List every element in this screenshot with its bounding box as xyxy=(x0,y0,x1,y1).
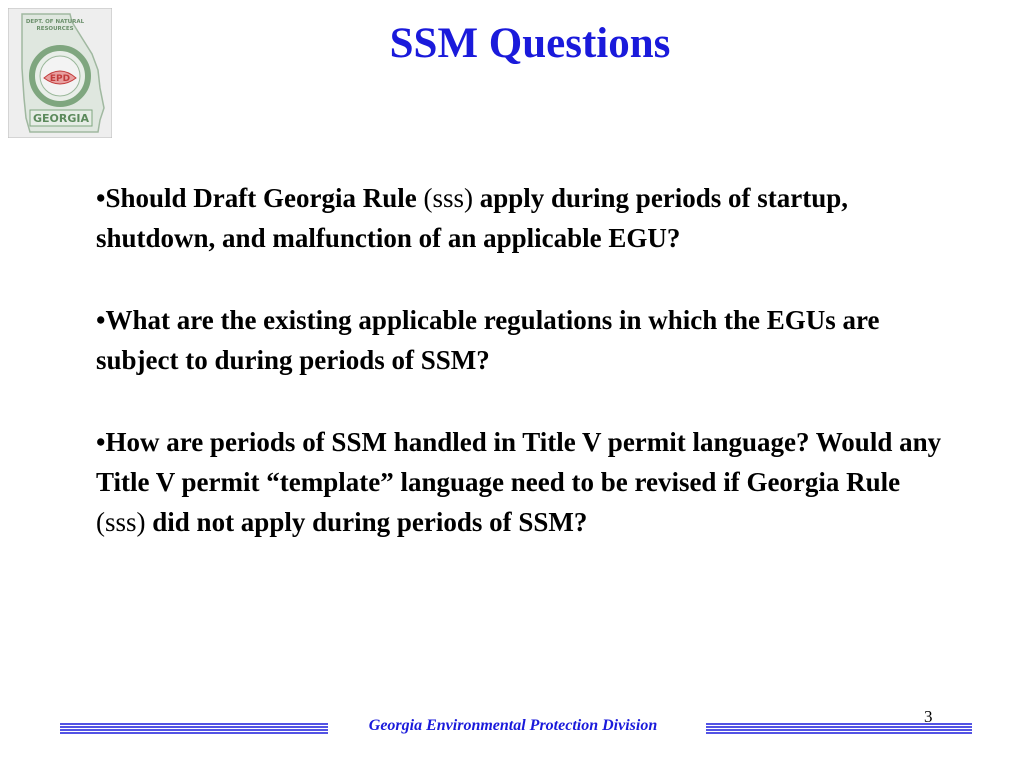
bullet-marker: • xyxy=(96,183,106,213)
logo-state-text: GEORGIA xyxy=(33,112,89,125)
bullet-item xyxy=(96,300,956,380)
bullet-marker: • xyxy=(96,305,106,335)
bullet-marker: • xyxy=(96,427,106,457)
footer-text: Georgia Environmental Protection Division xyxy=(368,717,658,734)
bullet-text-part: How are periods of SSM handled in Title V permit language? Would any Title V permit “template” language need to be revised if Georgia Rule xyxy=(96,427,942,497)
bullet-item xyxy=(96,422,956,542)
bullet-text-part: (sss) xyxy=(416,183,480,213)
bullet-list xyxy=(96,178,956,584)
bullet-text: What are the existing applicable regulations in which the EGUs are subject to during periods of SSM? xyxy=(96,305,880,375)
bullet-text-part: (sss) xyxy=(96,507,153,537)
page-number: 3 xyxy=(924,707,933,726)
bullet-item xyxy=(96,178,956,258)
logo-text-line2: RESOURCES xyxy=(36,26,74,32)
bullet-text-part: apply during periods of startup, shutdown, and malfunction of an applicable EGU? xyxy=(96,183,849,253)
page-title: SSM Questions xyxy=(389,20,671,67)
georgia-epd-logo xyxy=(8,8,112,138)
logo-center-text: EPD xyxy=(49,74,71,84)
logo-text-line1: DEPT. OF NATURAL xyxy=(25,19,85,25)
bullet-text-part: Should Draft Georgia Rule xyxy=(105,183,417,213)
bullet-text-part: did not apply during periods of SSM? xyxy=(152,507,588,537)
